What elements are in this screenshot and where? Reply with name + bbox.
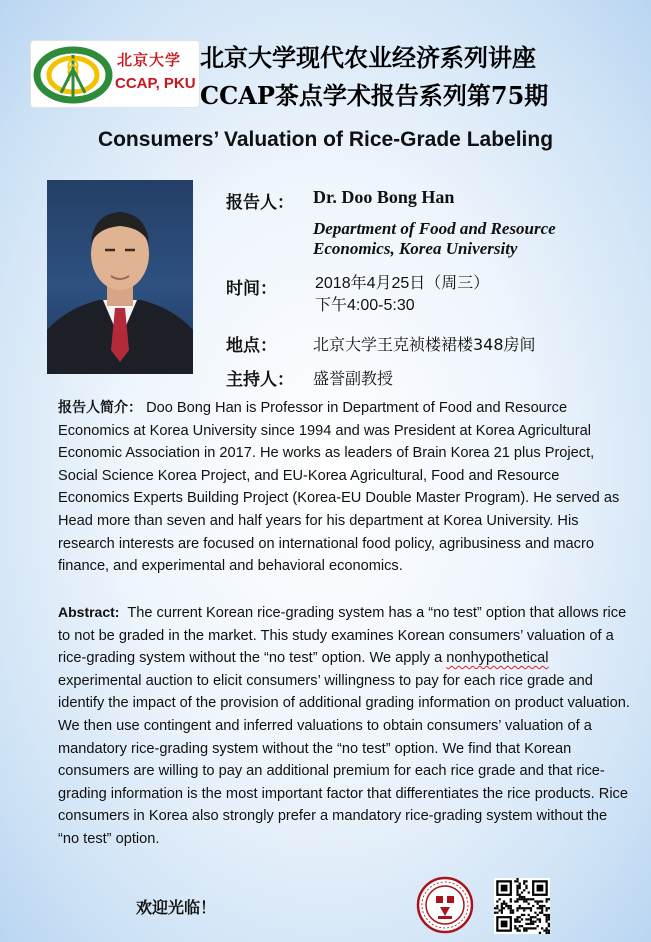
welcome-text: 欢迎光临！ <box>136 898 217 917</box>
time-hours: 下午4:00-5:30 <box>315 297 415 314</box>
abstract-text-part-1: The current Korean rice-grading system has a “no test” option that allows rice to not be graded in the market. This study examines Korean consumers’ valuation of a rice-grading system without the “no test” option. We apply a <box>58 605 627 667</box>
bio-label: 报告人简介： <box>58 400 142 416</box>
host-value: 盛誉副教授 <box>313 369 394 388</box>
time-value <box>315 273 489 317</box>
speaker-bio <box>58 397 630 578</box>
ccap-emblem-icon <box>33 41 115 107</box>
logo-text-en: CCAP, PKU <box>115 75 196 92</box>
speaker-department <box>313 219 633 259</box>
speaker-label: 报告人： <box>226 193 294 213</box>
ccap-logo <box>30 40 200 108</box>
abstract-text-part-2: experimental auction to elicit consumers’ willingness to pay for each rice grade and identify the impact of the provision of additional grading information on product valuation. We then use contingent and inferred valuations to obtain consumers’ valuation of a mandatory rice-grading system without the “no test” option. We find that Korean consumers are willing to pay an additional premium for each rice grade and that rice-grading information is the most important factor that differentiates the rice products. Rice consumers in Korea also strongly prefer a mandatory rice-grading system without the “no test” option. <box>58 672 630 847</box>
speaker-photo <box>47 180 193 374</box>
department-line-1: Department of Food and Resource <box>313 219 556 238</box>
location-label: 地点： <box>226 336 277 356</box>
talk-title: Consumers’ Valuation of Rice-Grade Labeling <box>97 128 554 151</box>
abstract-label: Abstract: <box>58 604 120 620</box>
series-title-cn: 北京大学现代农业经济系列讲座 <box>200 43 536 72</box>
host-label: 主持人： <box>226 370 294 390</box>
location-value: 北京大学王克祯楼裙楼348房间 <box>313 335 536 354</box>
series-title-ccap: CCAP茶点学术报告系列第75期 <box>200 81 549 110</box>
qr-code-icon[interactable] <box>494 878 550 934</box>
peking-university-seal-icon <box>416 876 474 934</box>
time-date: 2018年4月25日（周三） <box>315 275 490 292</box>
logo-text-cn: 北京大学 <box>117 51 182 69</box>
bio-text: Doo Bong Han is Professor in Department of Food and Resource Economics at Korea University since 1994 and was President at Korea Agricultural Economic Association in 2017. He works as leaders of Brain Korea 21 plus Project, Social Science Korea Project, and EU-Korea Agricultural, Food and Resource Economics Experts Building Project (Korea-EU Double Master Program). He served as Head more than seven and half years for his department at Korea University. His research interests are focused on international food policy, agribusiness and macro finance, and experimental and behavioral economics. <box>58 400 620 575</box>
speaker-name: Dr. Doo Bong Han <box>313 187 455 207</box>
time-label: 时间： <box>226 279 277 299</box>
speaker-portrait-icon <box>47 180 193 374</box>
abstract-flagged-word: nonhypothetical <box>446 650 549 667</box>
abstract <box>58 601 632 851</box>
department-line-2: Economics, Korea University <box>313 239 518 258</box>
